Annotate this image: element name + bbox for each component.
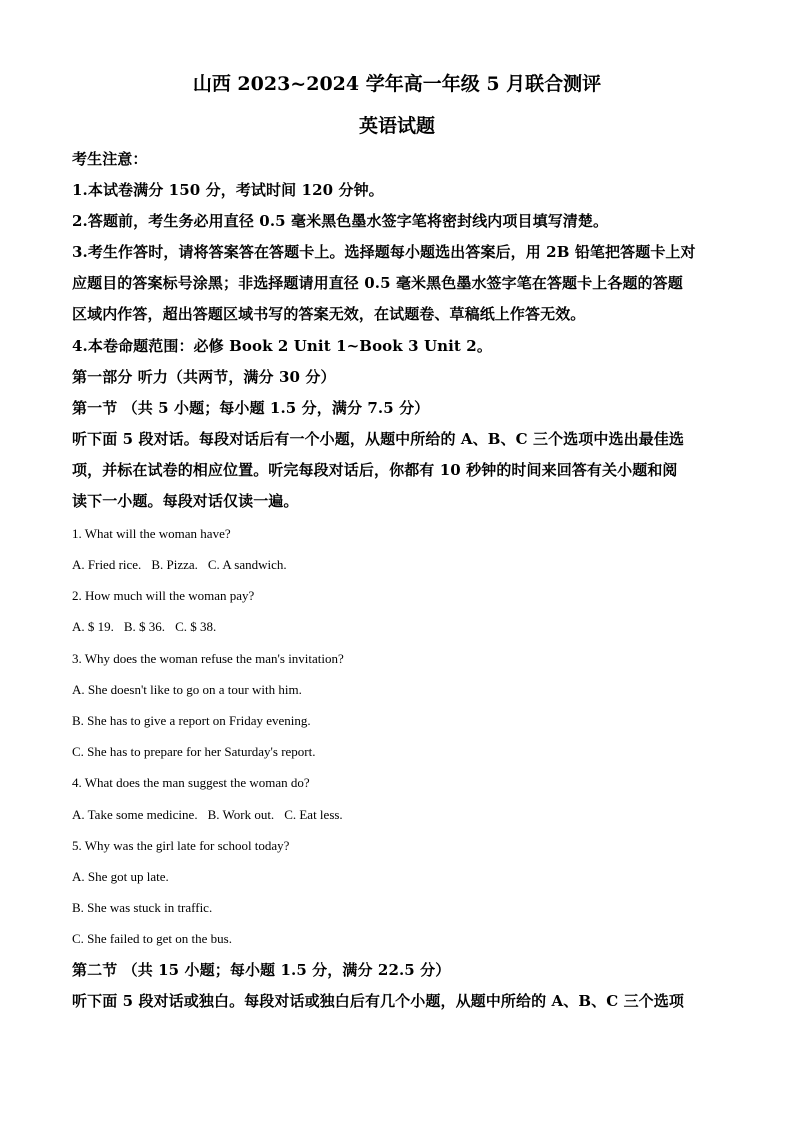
- section1-instructions: 听下面 5 段对话。每段对话后有一个小题，从题中所给的 A、B、C 三个选项中选出最佳选: [72, 430, 684, 448]
- option-c: C. She has to prepare for her Saturday's report.: [72, 744, 316, 759]
- option-b: B. $ 36.: [123, 619, 166, 634]
- notice-label: 考生注意：: [72, 150, 148, 168]
- question-4-options: [72, 806, 343, 824]
- question-3: 3. Why does the woman refuse the man's invitation?: [72, 651, 344, 666]
- section2-instructions: 听下面 5 段对话或独白。每段对话或独白后有几个小题，从题中所给的 A、B、C 三个选项: [72, 992, 684, 1010]
- option-b: B. Pizza.: [151, 557, 198, 572]
- section1-instructions: 读下一小题。每段对话仅读一遍。: [72, 492, 299, 510]
- option-c: C. A sandwich.: [207, 557, 287, 572]
- section2-heading: 第二节 （共 15 小题；每小题 1.5 分，满分 22.5 分）: [72, 961, 451, 979]
- option-b: B. She was stuck in traffic.: [72, 900, 213, 915]
- notice-item: 2.答题前，考生务必用直径 0.5 毫米黑色墨水签字笔将密封线内项目填写清楚。: [72, 212, 609, 230]
- notice-item: 区域内作答，超出答题区域书写的答案无效，在试题卷、草稿纸上作答无效。: [72, 305, 586, 323]
- option-b: B. She has to give a report on Friday evening.: [72, 713, 311, 728]
- option-a: A. She doesn't like to go on a tour with him.: [72, 682, 302, 697]
- question-2-options: [72, 618, 216, 636]
- notice-item: 4.本卷命题范围：必修 Book 2 Unit 1~Book 3 Unit 2。: [72, 337, 492, 355]
- option-c: C. $ 38.: [175, 619, 217, 634]
- exam-title: 山西 2023~2024 学年高一年级 5 月联合测评: [192, 73, 602, 95]
- section1-heading: 第一节 （共 5 小题；每小题 1.5 分，满分 7.5 分）: [72, 399, 430, 417]
- exam-subtitle: 英语试题: [358, 115, 435, 137]
- section1-instructions: 项，并标在试卷的相应位置。听完每段对话后，你都有 10 秒钟的时间来回答有关小题和阅: [72, 461, 678, 479]
- notice-item: 3.考生作答时，请将答案答在答题卡上。选择题每小题选出答案后，用 2B 铅笔把答题卡上对: [72, 243, 696, 261]
- part1-heading: 第一部分 听力（共两节，满分 30 分）: [72, 368, 336, 386]
- option-a: A. $ 19.: [72, 619, 114, 634]
- option-a: A. Fried rice.: [72, 557, 142, 572]
- option-a: A. Take some medicine.: [72, 807, 198, 822]
- option-c: C. Eat less.: [284, 807, 343, 822]
- question-2: 2. How much will the woman pay?: [72, 588, 255, 603]
- question-5: 5. Why was the girl late for school today?: [72, 838, 290, 853]
- notice-item: 1.本试卷满分 150 分，考试时间 120 分钟。: [72, 181, 384, 199]
- option-c: C. She failed to get on the bus.: [72, 931, 232, 946]
- question-1-options: [72, 556, 287, 574]
- question-4: 4. What does the man suggest the woman do?: [72, 775, 310, 790]
- notice-item: 应题目的答案标号涂黑；非选择题请用直径 0.5 毫米黑色墨水签字笔在答题卡上各题的答题: [72, 274, 683, 292]
- question-1: 1. What will the woman have?: [72, 526, 231, 541]
- option-b: B. Work out.: [207, 807, 275, 822]
- option-a: A. She got up late.: [72, 869, 169, 884]
